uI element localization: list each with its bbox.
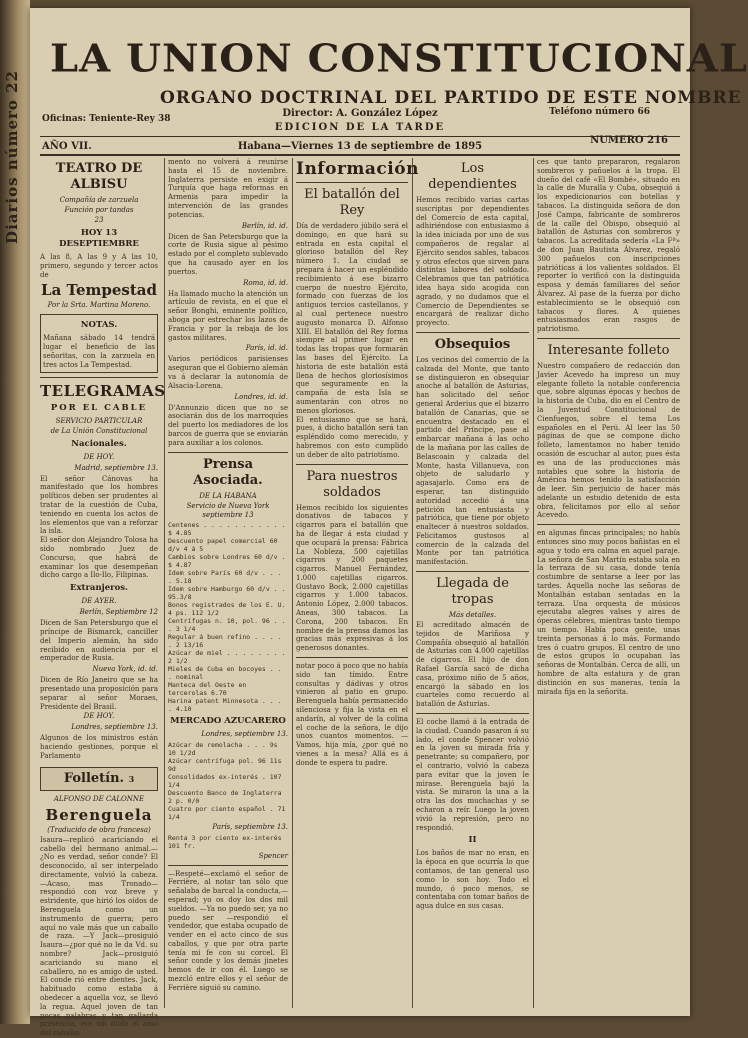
roma-text: Ha llamado mucho la atención un artículo de revista, en el que el señor Bonghi, eminente político, aboga por estrechar los lazos de Francia y por la rebaja de los gastos militares. xyxy=(168,289,288,342)
story-text: —Respeté—exclamó el señor de Ferrière, al notar tan sólo que señalaba de barcal la conducta,—esperad; yo os doy los dos mil sueldos. —Ya no puedo ser, ya no puedo ser —respondió el vendedor, que estaba ocupado de vender en el acto cinco de sus caballos, y que por otra parte tenía mi fe con su corcel. El señor conde y los demás jinetes hemos de ir con él. Luego se mezcló entre ellos y el señor de Ferrière siguió su camino. xyxy=(168,869,288,992)
dateline-berlin: Berlín, Septiembre 12 xyxy=(79,608,158,617)
signature: Spencer xyxy=(258,851,288,860)
llegada-title: Llegada de tropas xyxy=(436,576,509,608)
divider xyxy=(296,182,408,183)
nacionales-heading: Nacionales. xyxy=(71,438,127,449)
text-top: mento no volverá á reunirse hasta el 15 de noviembre. Inglaterra persiste en exigir á Turquía que haga reformas en Armenia para impedir la intervención de las grandes potencias. xyxy=(168,158,288,219)
column-4 xyxy=(416,158,529,1008)
soldados-text: Hemos recibido los siguientes donativos de tabacos y cigarros para el batallón que ha de llegar á esta ciudad y que ocupará la prensa: Fábrica La Nobleza, 500 cajetillas cigarros y 200 paquetes cigarros. Manuel Fernández, 1.000 cajetillas cigarros. Gustavo Bock, 2.000 cajetillas cigarros y 1.000 tabacos. Antonio López, 2.000 tabacos. Aneas, 300 tabacos. La Corona, 200 tabacos. En nombre de la prensa damos las gracias más expresivas á los generosos donantes. xyxy=(296,503,408,653)
table-row: Consolidados ex-interés . 107 1/4 xyxy=(168,772,282,789)
column-5 xyxy=(537,158,680,1008)
teatro-title: TEATRO DE ALBISU xyxy=(55,161,143,192)
table-row: Manteca del Oeste en tercerolas 6.70 xyxy=(168,680,247,697)
column-2 xyxy=(168,158,288,1008)
dateline-roma: Roma, id. id. xyxy=(243,278,288,287)
londres-text: Algunos de los ministros están haciendo gestiones, porque el Parlamento xyxy=(40,734,158,760)
telegramas-title: TELEGRAMAS xyxy=(40,381,166,400)
llegada-text: El acreditado almacén de tejidos de Mariñosa y Compañía obsequió al batallón de Asturias con 4.000 cajetillas de cigarros. El hijo de don Rafael García sacó de dicha casa, próximo niño de 5 años, encargó la sábado en los cuarteles como recuerdo al batallón de Asturias. xyxy=(416,621,529,709)
table-row: Regular á buen refino . . . . . 2 13/16 xyxy=(168,632,282,649)
table-row: Idem sobre Hamburgo 60 d/v . . 95.3/8 xyxy=(168,584,286,601)
teatro-today: HOY 13 DESEPTIEMBRE xyxy=(59,228,139,249)
table-row: Centrífugas n. 10, pol. 96 . . . 3 1/4 xyxy=(168,616,286,633)
divider xyxy=(537,338,680,339)
binding-spine xyxy=(0,0,30,1024)
edition: EDICION DE LA TARDE xyxy=(274,122,446,133)
bottom-text: en algunas fincas principales; no había entonces sino muy pocos bañistas en el agua y todo era calma en aquel paraje. La señora de San Martín estaba sola en la terraza de su casa, donde tenía costumbre de sentarse a leer por las tardes. Aquella noche las señoras de Montalbán estaban sentadas en la terraza. Una orquesta de músicos ejecutaba alegres valses y aires de óperas célebres, mientras tanto tiempo un tiempo. Había poca gente, unas treinta personas á lo más. Formando tres ó cuatro grupos. El centro de uno de estos grupos lo ocupaban las señoras de Montalbán. Cerca de allí, un hombre de alta estatura y de gran distinción en sus maneras, tenía la mirada fija en la señorita. xyxy=(537,529,680,696)
londres-table xyxy=(168,741,288,821)
masthead-rule-bottom xyxy=(40,154,680,156)
text2: El señor don Alejandro Tolosa ha sido nombrado Juez de Concurso, que habrá de examinar los que desempeñan dicho cargo a Ilo-Ilo, Filipinas. xyxy=(40,536,158,580)
folletin-label: Folletín. xyxy=(63,770,125,786)
divider xyxy=(168,452,288,453)
divider xyxy=(416,571,529,572)
telegramas-sub: POR EL CABLE xyxy=(50,402,148,413)
dateline-nuevayork: Nueva York, id. id. xyxy=(92,665,158,674)
berenguela-title: Berenguela xyxy=(45,805,153,824)
londres2-text: D'Annunzio dicen que no se asociarán dos de los marroquíes del puerto los mediadores de los barcos de guerra que se enviarán para auxiliar a los colonos. xyxy=(168,403,288,447)
table-row: Centenes . . . . . . . . . . . $ 4.85 xyxy=(168,520,286,537)
ny-text: Dicen de Río Janeiro que se ha presentado una proposición para separar al señor Moraes, Presidente del Brasil. xyxy=(40,676,158,711)
column-3 xyxy=(296,158,419,1008)
phone: Teléfono número 66 xyxy=(549,107,650,117)
divider xyxy=(416,713,529,714)
soldados-title: Para nuestros soldados xyxy=(306,468,398,500)
chapter-numeral: II xyxy=(468,835,477,846)
table-row: Cambios sobre Londres 60 d/v . $ 4.87 xyxy=(168,552,286,569)
folletin-number: 3 xyxy=(128,773,135,784)
dateline-londres: Londres, septiembre 13. xyxy=(71,723,158,732)
de-hoy-2: DE HOY. xyxy=(83,712,115,721)
divider xyxy=(40,377,158,378)
batallon-text-2: El entusiasmo que se hará, pues, á dicho batallón será tan espléndido como merecido, y habremos con esto cumplido un deber de alto patriotismo. xyxy=(296,415,408,459)
dateline-londres: Londres, id. id. xyxy=(234,392,288,401)
issue-date: Habana—Viernes 13 de septiembre de 1895 xyxy=(237,141,483,152)
novel-text: Isaura—replicó acariciando el cabello del hermano animal.—¿No es verdad, señor conde? El desconocido, al ser interpelado directamente, volvió la cabeza. —Acaso, mas Tronado—respondió con voz breve y estridente, que hirió los oídos de Berenguela como un instrumento de guerra; pero aquí no vale más que un caballo de raza. —Y Jack—prosiguió Isaura—¿por qué no le da Vd. su nombre? Jack—prosiguió acariciando su mano el caballero, no es amigo de usted. El conde rió entre dientes. Jack, habituado como estaba á obedecer a aquella voz, se llevó la regua. Aquel joven de tan pocas palabras y tan gallarda presencia, era sin duda el amo del caballo. xyxy=(40,835,158,1038)
year: AÑO VII. xyxy=(42,141,92,152)
story3-text: El coche llamó á la entrada de la ciudad. Cuando pasaron á su lado, el conde Spencer volvió en la joven su mirada fría y penetrante; su compañero, por el contrario, volvió la cabeza para evitar que la joven le mirase. Berenguela bajó la vista. Se miraron la una a la otra las dos muchachas y se echaron a reír. Luego la joven vivió la represión, pero no respondió. xyxy=(416,718,529,832)
telegramas-service: SERVICIO PARTICULAR xyxy=(55,416,143,425)
offices: Oficinas: Teniente-Rey 38 xyxy=(42,114,171,124)
tempestad-by: Por la Srta. Martina Moreno. xyxy=(47,301,151,310)
divider xyxy=(168,865,288,866)
dependientes-text: Hemos recibido varias cartas suscriptas por dependientes del Comercio de esta capital, adhiriéndose con entusiasmo á la idea iniciada por uno de sus compañeros de regalar al Ejército sendos sables, tabacos y otros efectos que sirven para distintas labores del soldado. Celebramos que tan patriótica idea haya sido acogida con agrado, y no dudamos que el Comercio de Dependientes se encargará de realizar dicho proyecto. xyxy=(416,196,529,328)
newspaper-page xyxy=(30,8,748,1038)
divider xyxy=(537,524,680,525)
dateline-berlin: Berlín, id. id. xyxy=(241,221,288,230)
divider xyxy=(296,657,408,658)
market-table xyxy=(168,521,288,713)
table-row: Harina patent Minnesota . . . . 4.10 xyxy=(168,696,282,713)
table-row: Descuento papel comercial 60 d/v 4 á 5 xyxy=(168,536,278,553)
dateline-paris: París, septiembre 13. xyxy=(212,822,288,831)
prensa-title: Prensa Asociada. xyxy=(193,456,263,488)
prensa-sub: DE LA HABANA xyxy=(199,491,257,500)
masthead-rule-top xyxy=(40,136,680,137)
dateline-paris: París, id. id. xyxy=(245,344,288,353)
de-hoy: DE HOY. xyxy=(83,452,115,461)
column-1 xyxy=(40,158,166,1038)
table-row: Azúcar de remolacha . . . 9s 10 1/2d xyxy=(168,740,278,757)
masthead-title: LA UNION CONSTITUCIONAL xyxy=(50,36,748,81)
column-divider xyxy=(533,158,534,1008)
column-divider xyxy=(412,158,413,1008)
folletin-author: ALFONSO DE CALONNE xyxy=(53,794,145,803)
table-row: Mieles de Cuba en bocoyes . . . nominal xyxy=(168,664,282,681)
obsequios-title: Obsequios xyxy=(434,336,511,352)
madrid-text: El señor Cánovas ha manifestado que los hombres políticos deben ser prudentes al tratar de la cuestión de Cuba, teniendo en cuenta los actos de los elementos que van a reforzar la isla. xyxy=(40,474,158,536)
obsequios-text: Los vecinos del comercio de la calzada del Monte, que tanto se distinguieron en obsequiar anoche al batallón de Asturias, han solicitado del señor general Arderius que el bizarro batallón de Canarias, que se encuentra destacado en el partido del Príncipe, pase al embarcar mañana á las ocho de la mañana por las calles de Belascoain y calzada del Monte, hasta Villanueva, con objeto de saludarlo y agasajarlo. Como era de esperar, tan distinguido autoridad accedió á una petición tan entusiasta y patriótica, que tiene por objeto enaltecer á nuestros soldados. Felicitamos gustosos al comercio de la calzada del Monte por tan patriótica manifestación. xyxy=(416,355,529,567)
de-ayer: DE AYER. xyxy=(81,597,117,606)
notas-box xyxy=(40,314,158,372)
mercado-heading: MERCADO AZUCARERO xyxy=(170,715,286,726)
telegramas-paper: de La Unión Constitucional xyxy=(50,426,148,435)
dependientes-title: Los dependientes xyxy=(428,161,517,192)
masthead-subtitle: ORGANO DOCTRINAL DEL PARTIDO DE ESTE NOMBRE xyxy=(160,88,742,108)
notas-title: NOTAS. xyxy=(80,320,118,331)
table-row: Idem sobre París 60 d/v . . . . 5.18 xyxy=(168,568,282,585)
folleto-text: Nuestro compañero de redacción don Javier Acevedo ha impreso un muy elegante folleto la notable conferencia que, sobre algunas épocas y hechos de la historia de Cuba, dio en el Centro de la Juventud Constitucional de Cienfuegos, sobre el tema Los españoles en el Perú. Al leer las 50 páginas de que se compone dicho folleto, lamentamos no haber tenido ocasión de escuchar al autor, pues ésta es una de las producciones más notables que sobre la historia de América hemos tenido la satisfacción de leer. Sin perjuicio de hacer más adelante un estudio detenido de esta obra, felicitamos por ello al señor Acevedo. xyxy=(537,361,680,520)
director: Director: A. González López xyxy=(282,108,438,119)
story3-text-2: Los baños de mar no eran, en la época en que ocurría lo que contamos, de tan general uso como lo son hoy. Todo el mundo, ó poco menos, se contentaba con tomar baños de agua dulce en sus casas. xyxy=(416,849,529,911)
divider xyxy=(416,332,529,333)
teatro-sub: Compañía de zarzuela xyxy=(59,196,139,204)
spine-label: Diarios número 22 xyxy=(3,70,21,244)
column-divider xyxy=(164,158,165,1008)
tempestad-title: La Tempestad xyxy=(41,281,157,300)
story2-text: notar poco á poco que no había sido tan tímido. Entre consultas y dádivas y otros vinieron al patio en grupo. Berenguela había permanecido silenciosa y fija la vista en el andarín, al volver de la colina el coche de la señora, le dijo unos cuantos momentos. —Vamos, hija mía, ¿por qué no vienes a la mesa? Allá es á donde te espera tu padre. xyxy=(296,662,408,767)
batallon-text: Día de verdadero júbilo será el domingo, en que hará su entrada en esta capital el glorioso batallón del Rey número 1. La ciudad se prepara á hacer un espléndido recibimiento á ese bizarro cuerpo de nuestro Ejército, formado con fuerzas de los antiguos tercios castellanos, y al cual pertenece nuestro augusto monarca D. Alfonso XIII. El batallón del Rey forma siempre al primer lugar en todas las tropas que formarán las bases del Ejército. La historia de este batallón está llena de hechos gloriosísimos que seguramente en la campaña de esta Isla se aumentarán con otros no menos gloriosos. xyxy=(296,222,408,415)
informacion-title: Información xyxy=(296,159,419,179)
extranjeros-heading: Extranjeros. xyxy=(69,583,128,594)
dateline-madrid: Madrid, septiembre 13. xyxy=(74,463,158,472)
top-text: ces que tanto prepararon, regalaron sombreros y pañuelos á la tropa. El dueño del café «El Bombé», situado en la calle de Muralla y Cuba, obsequió á los expedicionarios con botellas y tabacos. La distinguida señora de don José Campa, fabricante de sombreros de la calle del Obispo, obsequió al batallón de Asturias con sombreros y tabacos. La acreditada sedería «La Fª» de don Juan Bautista Álvarez, regaló 300 pañuelos con inscripciones patrióticas á los valientes soldados. El reporter lo verificó con la distinguida esposa y demás familiares del señor Álvarez. Al pase de la fuerza por dicho establecimiento se le obsequió con tabacos y flores. A quienes entusiasmados eran rasgos de patriotismo. xyxy=(537,158,680,334)
berlin2-text: Dicen de San Petersburgo que la corte de Rusia sigue al pésimo estado por el completo sublevado que ha causado ayer en los puertos. xyxy=(168,232,288,276)
table-row: Cuatro por ciento español . 71 1/4 xyxy=(168,804,286,821)
berenguela-sub: (Traducido de obra francesa) xyxy=(47,825,151,834)
dateline-londres: Londres, septiembre 13. xyxy=(201,729,288,738)
issue-number: NUMERO 216 xyxy=(590,135,668,146)
table-row: Azúcar centrífuga pol. 96 11s 9d xyxy=(168,756,282,773)
prensa-sub2: Servicio de Nueva York septiembre 13 xyxy=(186,501,270,519)
table-row: Bonos registrados de los E. U. 4 ps. 112 1/2 xyxy=(168,600,286,617)
column-divider xyxy=(292,158,293,1008)
notas-text: Mañana sábado 14 tendrá lugar el beneficio de las señoritas, con la zarzuela en tres actos La Tempestad. xyxy=(43,334,155,369)
folleto-title: Interesante folleto xyxy=(547,342,670,358)
table-row: Azúcar de miel . . . . . . . . 2 1/2 xyxy=(168,648,286,665)
batallon-title: El batallón del Rey xyxy=(304,187,400,218)
paris-text: Varios periódicos parisienses aseguran que el Gobierno alemán va á declarar la autonomía de Alsacia-Lorena. xyxy=(168,355,288,390)
paris-line: Renta 3 por ciento ex-interés 101 fr. xyxy=(168,833,282,850)
divider xyxy=(296,464,408,465)
teatro-sub: 23 xyxy=(94,216,104,224)
folletin-box xyxy=(40,767,158,791)
folletin-title xyxy=(41,771,157,787)
berlin-text: Dicen de San Petersburgo que el príncipe de Bismarck, canciller del Imperio alemán, ha sido recibido en audiencia por el emperador de Rusia. xyxy=(40,619,158,663)
teatro-text: A las 8, A las 9 y A las 10, primero, segundo y tercer actos de xyxy=(40,253,158,279)
teatro-sub: Función por tandas xyxy=(64,206,134,214)
llegada-sub: Más detalles. xyxy=(448,611,497,620)
table-row: Descuento Banco de Inglaterra 2 p. 0/0 xyxy=(168,788,282,805)
